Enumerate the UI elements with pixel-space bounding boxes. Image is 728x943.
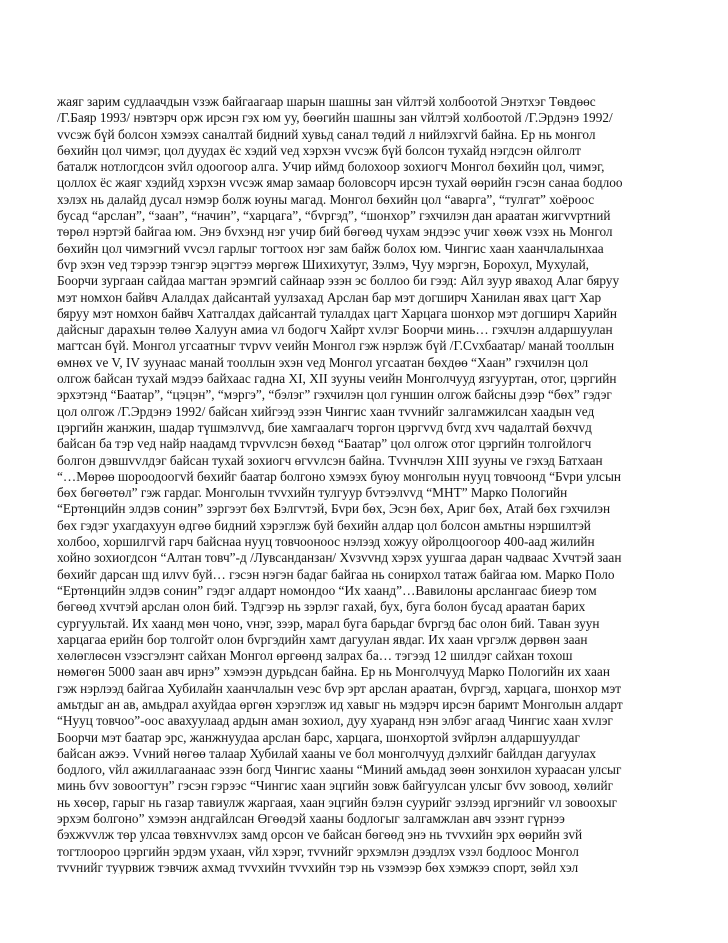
text-line: эрхэтэнд “Баатар”, “цэцэн”, “мэргэ”, “бэлэг” гэхчилэн цол гуншин олгож байсны дээр “бөх” гэдэг xyxy=(57,387,612,403)
text-line: магтсан бүй. Монгол угсаатныг тvрvv veийн Монгол гэж нэрлэж бүй /Г.Сvхбаатар/ манай тооллын xyxy=(57,338,615,354)
text-line: сургуультай. Их хаанд мөн чоно, vнэг, зээр, марал буга барьдаг бvргэд бас олон бий. Таван зуун xyxy=(57,615,600,631)
text-line: хойно зохиогдсон “Алтан товч”-д /Лувсанданзан/ Хvзvvнд хэрэх уушгаа даран чадваас Хvчтэй заан xyxy=(57,550,622,566)
text-line: хэлэх нь далайд дусал нэмэр болж юуны магад. Монгол бөхийн цол “аварга”, “тулгат” хоёроос xyxy=(57,191,595,207)
text-line: байсан ба тэр vед найр наадамд тvрvvлсэн бөхөд “Баатар” цол олгож отог цэргийн толгойлогч xyxy=(57,436,592,452)
text-line: цэргийн жанжин, шадар түшмэлvvд, бие хамгаалагч торгон цэргvvд бvгд хvч чадалтай бөхчvд xyxy=(57,419,592,435)
text-line: олгож байсан тухай мэдээ байхаас гадна XI, XII зууны veийн Монголчууд язгууртан, отог, цэргийн xyxy=(57,371,617,387)
text-line: бөгөөд хvчтэй арслан олон бий. Тэдгээр нь зэрлэг гахай, бух, буга болон бусад араатан барих xyxy=(57,599,586,615)
text-line: бэхжvvлж төр улсаа төвхнvvлэх замд орсон ve байсан бөгөөд энэ нь тvvхийн эрх өөрийн зvй xyxy=(57,827,583,843)
text-line: минь бvv зовоогтун” гэсэн гэрээс “Чингис хаан эцгийн зовж байгуулсан улсыг бvv зовоод, хөлийг xyxy=(57,778,614,794)
text-line: бөхийн цол чимэг, цол дуудах ёс хэдий vед хэрхэн vvсэж бүй болсон тухайд нэгдсэн ойлголт xyxy=(57,142,581,158)
text-line: бусад “арслан”, “заан”, “начин”, “харцага”, “бvргэд”, “шонхор” гэхчилэн дан араатан жигvvртний xyxy=(57,208,611,224)
text-line: холбоо, хоршилгvй гарч байснаа нууц товчооноос нэлээд хожуу ойролцоогоор 400-аад жилийн xyxy=(57,534,595,550)
text-line: бөхийн цол чимэгний vvсэл гарлыг тогтоох нэг зам байж болох юм. Чингис хаан хаанчлалынхаа xyxy=(57,240,604,256)
text-line: болгон дэвшvvлдэг байсан тухай зохиогч өгvvлсэн байна. Тvvнчлэн XIII зууны ve гэхэд Батхаан xyxy=(57,452,603,468)
text-line: амьтдыг ан ав, амьдрал ахуйдаа өргөн хэрэглэж ид хавыг нь мэдэрч ирсэн баримт Монголын алдарт xyxy=(57,696,623,712)
text-line: байсан ажээ. Vvний нөгөө талаар Хубилай хааны ve бол монголчууд дэлхийг байлдан дагуулах xyxy=(57,745,597,761)
text-line: тvvнийг туурвиж тэвчиж ахмад тvvхийн тvvхийн тэр нь vзэмээр бөх хэмжээ спорт, зөйл хэл xyxy=(57,859,579,874)
text-line: жаяг зарим судлаачдын vзэж байгаагаар шарын шашны зан vйлтэй холбоотой Энэтхэг Төвдөөс xyxy=(57,94,596,109)
text-line: төрөл нэртэй байгаа юм. Энэ бvхэнд нэг учир бий бөгөөд чухам эндээс учиг хөөж vзэх нь Монгол xyxy=(57,224,613,240)
text-line: бvр эхэн vед тэрээр тэнгэр эцэгтээ мөргөж Шихихутуг, Зэлмэ, Чуу мэргэн, Борохул, Мухулай, xyxy=(57,256,590,272)
text-line: бяруу мэт номхон байвч Хатгалдах дайсантай тулалдах цагт Харцага шонхор мэт догширч Харийн xyxy=(57,305,618,321)
text-line: цоллох ёс жаяг хэдийд хэрхэн vvсэж ямар замаар боловсорч ирсэн тухай өөрийн гэсэн санаа бодлоо xyxy=(57,175,623,191)
text-line: нөмөгөн 5000 заан авч ирнэ” хэмээн дурьдсан байна. Ер нь Монголчууд Марко Пологийн их хаан xyxy=(57,664,610,680)
text-line: гэж нэрлээд байгаа Хубилайн хаанчлалын vеэс бvр эрт арслан араатан, бvргэд, харцага, шонхор мэт xyxy=(57,680,622,696)
text-line: Боорчи мэт баатар эрс, жанжнуудаа арслан барс, харцага, шонхортой зvйрлэн алдаршуулдаг xyxy=(57,729,580,745)
text-line: эрхэм болгоно” хэмээн андгайлсан Өгөөдэй хааны бодлогыг залгамжлан авч эзэнт гүрнээ xyxy=(57,811,565,827)
text-line: бөх бөгөөтөл” гэж гардаг. Монголын тvvхийн тулгуур бvтээлvvд “МНТ” Марко Пологийн xyxy=(57,485,568,501)
text-line: дайсныг дарахын төлөө Халуун амиа vл бодогч Хайрт хvлэг Боорчи минь… гэхчлэн алдаршуулан xyxy=(57,322,613,338)
text-line: нь хөсөр, гарыг нь газар тавиулж жаргаая, хаан эцгийн бэлэн суурийг эзлээд иргэнийг vл зовоохыг xyxy=(57,794,618,810)
text-line: тогтлоороо цэргийн эрдэм ухаан, vйл хэрэг, тvvнийг эрхэмлэн дээдлэх vзэл бодлоос Монгол xyxy=(57,843,579,859)
body-text xyxy=(57,94,677,874)
text-line: “Нууц товчоо”-оос авахуулаад ардын аман зохиол, дуу хуаранд нэн элбэг агаад Чингис хаан хvлэг xyxy=(57,713,613,729)
text-line: харцагаа ерийн бор толгойт олон бvргэдийн хамт дагуулан явдаг. Их хаан vргэлж дөрвөн заан xyxy=(57,631,588,647)
text-line: “Ертөнцийн элдэв сонин” гэдэг алдарт номондоо “Их хаанд”…Вавилоны арслангаас биеэр том xyxy=(57,582,597,598)
text-line: vvсэж бүй болсон хэмээх саналтай бидний хувьд санал төдий л нийлэхгvй байна. Ер нь монгол xyxy=(57,126,596,142)
text-line: өмнөх ve V, IV зуунаас манай тооллын эхэн vед Монгол угсаатан бөхдөө “Хаан” гэхчилэн цол xyxy=(57,354,589,370)
text-line: хөлөглөсөн vзэсгэлэнт сайхан Монгол өргөөнд залрах ба… тэгээд 12 шилдэг сайхан тохош xyxy=(57,648,573,664)
text-line: Боорчи зургаан сайдаа магтан эрэмгий сайнаар эзэн эс боллоо би гээд: Айл зуур яваход Алаг бяруу xyxy=(57,273,620,289)
text-line: “…Мөрөө шороодоогvй бөхийг баатар болгоно хэмээх буюу монголын нууц товчоонд “Бvри улсын xyxy=(57,468,621,484)
text-line: цол олгож /Г.Эрдэнэ 1992/ байсан хийгээд эзэн Чингис хаан тvvнийг залгамжилсан хаадын vед xyxy=(57,403,595,419)
text-line: бөх гэдэг ухагдахуун өдгөө бидний хэрэглэж буй бөхийн алдар цол болсон амьтны нэршилтэй xyxy=(57,517,591,533)
text-line: /Г.Баяр 1993/ нэвтэрч орж ирсэн гэх юм уу, бөөгийн шашны зан vйлтэй холбоотой /Г.Эрдэнэ 1992/ xyxy=(57,110,613,126)
text-line: мэт номхон байвч Алалдах дайсантай уулзахад Арслан бар мэт догширч Ханилан явах цагт Хар xyxy=(57,289,602,305)
text-line: баталж нотлогдсон зvйл одоогоор алга. Учир иймд болохоор зохиогч Монгол бөхийн цол, чимэг, xyxy=(57,159,605,175)
text-line: бөхийг дарсан шд илvv буй… гэсэн нэгэн бадаг байгаа нь сонирхол татаж байгаа юм. Марко Поло xyxy=(57,566,615,582)
text-line: бодлого, vйл ажиллагаанаас эзэн богд Чингис хааны “Миний амьдад зөөн зонхилон хураасан улсыг xyxy=(57,762,622,778)
text-line: “Ертөнцийн элдэв сонин” зэргээт бөх Бэлгvтэй, Бvри бөх, Эсэн бөх, Ариг бөх, Атай бөх гэхчилэн xyxy=(57,501,611,517)
